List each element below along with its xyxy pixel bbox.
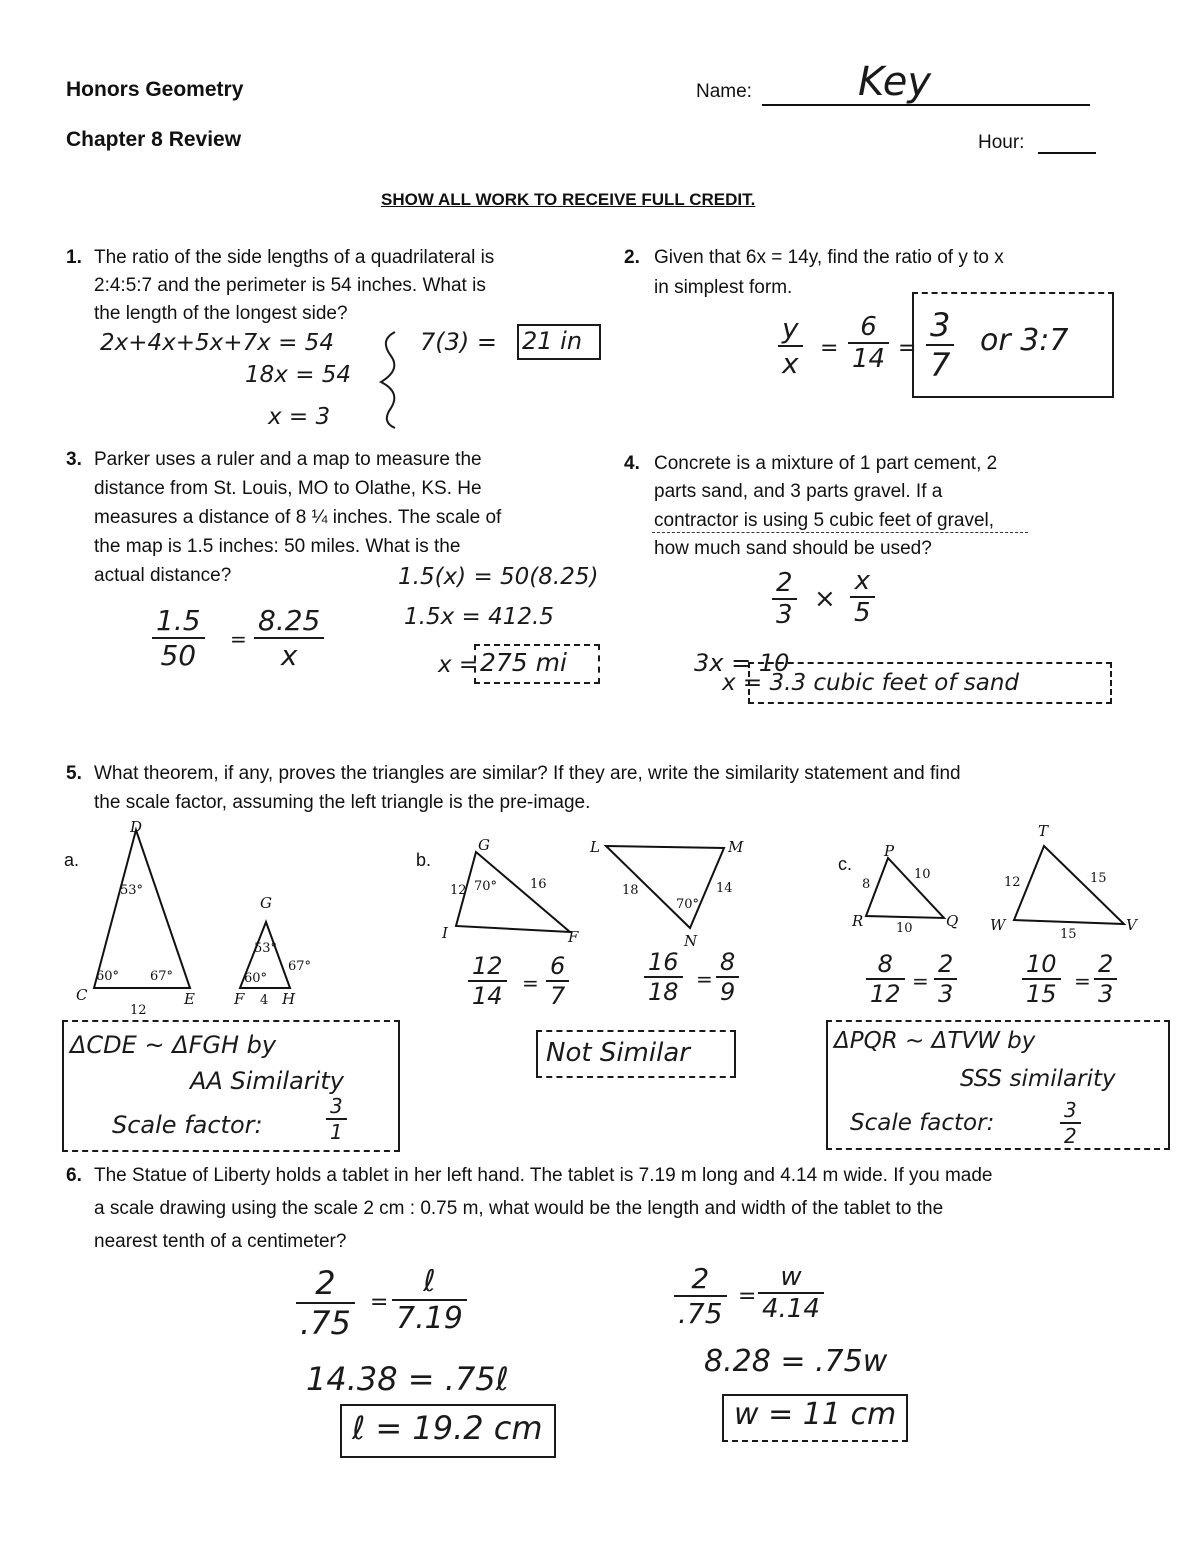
q5b-frac3-d: 18: [648, 978, 679, 1006]
q2-frac3-d: 7: [930, 346, 951, 384]
q5-line-2: the scale factor, assuming the left triangle is the pre-image.: [94, 792, 591, 813]
q6-left-frac2-d: 7.19: [396, 1301, 463, 1336]
q5b-angle: 70°: [474, 879, 498, 894]
q5a2-side: 4: [260, 993, 269, 1008]
chapter-title: Chapter 8 Review: [66, 128, 242, 151]
q6-left-frac2-n: ℓ: [392, 1264, 467, 1301]
q6-left-answer: ℓ = 19.2 cm: [352, 1409, 543, 1447]
q5b-vertex-3: F: [568, 928, 579, 946]
q5a2-vertex-3: H: [282, 990, 296, 1008]
q4-line-3: contractor is using 5 cubic feet of gravel,: [654, 510, 995, 531]
q3-work-1: 1.5(x) = 50(8.25): [398, 564, 599, 590]
q5a-scale: [326, 1094, 347, 1144]
q2-frac1-n: y: [778, 312, 803, 347]
q2-frac2-n: 6: [848, 312, 889, 344]
q5c-frac2-n: 2: [934, 950, 957, 980]
q5a-triangles: [70, 818, 350, 1018]
q5c2-side-3: 15: [1060, 927, 1077, 942]
q5c-triangle-twv: [1014, 846, 1124, 924]
q2-line-1: Given that 6x = 14y, find the ratio of y to x: [654, 247, 1004, 268]
q6-line-2: a scale drawing using the scale 2 cm : 0.75 m, what would be the length and width of the tablet to the: [94, 1198, 944, 1219]
q3-frac-8-25-x: [254, 604, 324, 672]
q5c-side-1: 8: [862, 877, 871, 892]
q2-frac-3-7: [926, 306, 954, 384]
q2-frac1-d: x: [782, 347, 799, 380]
q6-right-frac1: [674, 1262, 727, 1330]
q5a2-vertex-1: G: [260, 894, 272, 912]
q4-frac2-d: 5: [854, 598, 871, 628]
q5c-frac-2-3-b: [1094, 950, 1117, 1008]
q6-left-frac1-d: .75: [300, 1304, 351, 1342]
q5b-label: b.: [416, 850, 432, 870]
q6-right-frac1-d: .75: [678, 1297, 723, 1330]
q5c-vertex-2: R: [852, 912, 864, 930]
q5a-vertex-2: C: [76, 986, 88, 1004]
q5a-angle-1: 53°: [120, 883, 144, 898]
q3-answer-pre: x =: [438, 652, 479, 678]
q5b-equals-1: =: [522, 971, 539, 995]
q6-left-frac1-n: 2: [296, 1264, 355, 1304]
q3-line-4: the map is 1.5 inches: 50 miles. What is the: [94, 536, 461, 557]
q5a-triangle-cde: [94, 830, 190, 988]
q5b-frac1-d: 14: [472, 982, 503, 1010]
q2-line-2: in simplest form.: [654, 277, 793, 298]
q3-line-2: distance from St. Louis, MO to Olathe, KS. He: [94, 478, 482, 499]
q5b-equals-2: =: [696, 967, 713, 991]
q3-frac1-d: 50: [160, 639, 197, 672]
q6-right-frac2: [758, 1262, 824, 1324]
q5c-frac3-n: 10: [1022, 950, 1061, 980]
q4-line-4: how much sand should be used?: [654, 538, 932, 559]
q2-frac3-n: 3: [926, 306, 954, 346]
q4-frac-2-3: [772, 568, 797, 630]
q5b2-vertex-3: N: [684, 932, 698, 950]
q5b2-side-1: 18: [622, 883, 639, 898]
q6-line-1: The Statue of Liberty holds a tablet in her left hand. The tablet is 7.19 m long and 4.14 m wide. If you made: [94, 1165, 993, 1186]
q6-right-frac2-d: 4.14: [762, 1294, 820, 1324]
q5c-frac-10-15: [1022, 950, 1061, 1008]
q3-line-1: Parker uses a ruler and a map to measure the: [94, 449, 482, 470]
q1-line-1: The ratio of the side lengths of a quadrilateral is: [94, 247, 495, 268]
q5c-side-2: 10: [914, 867, 931, 882]
q5c-triangles: [852, 822, 1152, 942]
q4-answer: x = 3.3 cubic feet of sand: [722, 670, 1020, 696]
q5c-vertex-1: P: [884, 842, 895, 860]
q5c-scale: [1060, 1098, 1081, 1148]
q4-line-2: parts sand, and 3 parts gravel. If a: [654, 481, 943, 502]
q5b-frac1-n: 12: [468, 952, 507, 982]
q5b-frac2-n: 6: [546, 952, 569, 982]
q2-answer-alt: or 3:7: [980, 323, 1069, 358]
q1-answer: 21 in: [522, 327, 583, 355]
q5b-side-2: 16: [530, 877, 547, 892]
q6-left-work: 14.38 = .75ℓ: [306, 1360, 509, 1398]
q3-line-5: actual distance?: [94, 565, 232, 586]
q5c-frac4-n: 2: [1094, 950, 1117, 980]
q5c-frac1-n: 8: [866, 950, 905, 980]
q5a2-angle-1: 53°: [254, 941, 278, 956]
q5b-frac4-n: 8: [716, 948, 739, 978]
q4-frac1-n: 2: [772, 568, 797, 600]
q4-cross: ×: [814, 584, 836, 614]
q2-equals-1: =: [820, 336, 839, 361]
hour-label: Hour:: [978, 132, 1025, 153]
q3-frac1-n: 1.5: [152, 604, 205, 639]
instructions: SHOW ALL WORK TO RECEIVE FULL CREDIT.: [381, 190, 756, 209]
q5c-vertex-3: Q: [946, 912, 959, 930]
q5b-vertex-1: G: [478, 836, 490, 854]
q2-frac-y-x: [778, 312, 803, 380]
course-title: Honors Geometry: [66, 78, 244, 101]
q2-equals-2: =: [898, 336, 917, 361]
q5a-answer-1: ΔCDE ~ ΔFGH by: [70, 1031, 277, 1059]
q5c-equals-2: =: [1074, 969, 1091, 993]
q5a-vertex-1: D: [130, 818, 143, 836]
q6-right-frac2-n: w: [758, 1262, 824, 1294]
q4-number: 4.: [624, 453, 640, 474]
q4-frac-x-5: [850, 566, 875, 628]
q5c-frac-2-3-a: [934, 950, 957, 1008]
q5b2-vertex-2: M: [728, 838, 744, 856]
q5b-side-1: 12: [450, 883, 467, 898]
q5c-equals-1: =: [912, 969, 929, 993]
q5b-frac-16-18: [644, 948, 683, 1006]
q5a-angle-3: 67°: [150, 969, 174, 984]
q5a2-vertex-2: F: [234, 990, 245, 1008]
q5b-frac-12-14: [468, 952, 507, 1010]
q3-equals: =: [230, 627, 247, 651]
name-label: Name:: [696, 81, 752, 102]
q2-frac2-d: 14: [852, 344, 886, 374]
q3-work-2: 1.5x = 412.5: [404, 604, 554, 630]
name-value: Key: [858, 59, 932, 105]
q5a2-angle-2: 60°: [244, 971, 268, 986]
q5c2-side-2: 15: [1090, 871, 1107, 886]
q3-frac2-d: x: [280, 639, 298, 672]
q4-line-1: Concrete is a mixture of 1 part cement, 2: [654, 453, 998, 474]
q6-left-equals: =: [370, 1290, 389, 1315]
q1-work-1: 2x+4x+5x+7x = 54: [100, 330, 334, 356]
q3-line-3: measures a distance of 8 ¼ inches. The scale of: [94, 507, 502, 528]
q5c-side-3: 10: [896, 921, 913, 936]
q1-brace: [375, 330, 405, 430]
q5b-frac2-d: 7: [550, 982, 566, 1010]
q5a2-angle-3: 67°: [288, 959, 312, 974]
q4-underline: [652, 532, 1028, 533]
q6-right-frac1-n: 2: [674, 1262, 727, 1297]
q5c-frac-8-12: [866, 950, 905, 1008]
q5-line-1: What theorem, if any, proves the triangles are similar? If they are, write the similarity statement and find: [94, 763, 961, 784]
q5c-answer-3: Scale factor:: [850, 1110, 995, 1136]
q5a-scale-d: 1: [330, 1120, 343, 1144]
q5b-frac-8-9: [716, 948, 739, 1006]
q1-line-2: 2:4:5:7 and the perimeter is 54 inches. What is: [94, 275, 486, 296]
q5b-frac3-n: 16: [644, 948, 683, 978]
q5b-triangles: [434, 834, 774, 950]
q5b-frac-6-7: [546, 952, 569, 1010]
q5a-answer-3: Scale factor:: [112, 1111, 263, 1139]
q5c-answer-2: SSS similarity: [960, 1066, 1116, 1092]
q5a-answer-2: AA Similarity: [190, 1067, 344, 1095]
q6-left-frac1: [296, 1264, 355, 1342]
q5b2-angle: 70°: [676, 897, 700, 912]
q3-answer: 275 mi: [480, 648, 567, 677]
q5c2-vertex-2: W: [990, 916, 1006, 934]
q5c-label: c.: [838, 854, 853, 874]
q1-line-3: the length of the longest side?: [94, 303, 348, 324]
q5c-triangle-pqr: [866, 858, 944, 918]
q5c-scale-d: 2: [1064, 1124, 1077, 1148]
q5b2-vertex-1: L: [590, 838, 600, 856]
q5c2-vertex-1: T: [1038, 822, 1049, 840]
q5b-frac4-d: 9: [720, 978, 736, 1006]
q5b2-side-2: 14: [716, 881, 733, 896]
q3-number: 3.: [66, 449, 82, 470]
q4-frac1-d: 3: [776, 600, 793, 630]
q5c-frac2-d: 3: [938, 980, 954, 1008]
q3-frac2-n: 8.25: [254, 604, 324, 639]
q5a-side: 12: [130, 1003, 147, 1018]
q5c2-side-1: 12: [1004, 875, 1021, 890]
q6-right-equals: =: [738, 1284, 757, 1309]
q4-work-1: 3x = 10: [694, 649, 790, 677]
q5b-answer: Not Similar: [546, 1038, 690, 1068]
q5a-scale-n: 3: [326, 1094, 347, 1120]
hour-line: [1038, 152, 1096, 154]
q2-number: 2.: [624, 247, 640, 268]
q5c-answer-1: ΔPQR ~ ΔTVW by: [834, 1028, 1036, 1054]
q5c-scale-n: 3: [1060, 1098, 1081, 1124]
q6-number: 6.: [66, 1165, 82, 1186]
q5-number: 5.: [66, 763, 82, 784]
q1-work-3: x = 3: [268, 404, 331, 430]
q5a-label: a.: [64, 850, 80, 870]
q5c-frac4-d: 3: [1098, 980, 1114, 1008]
q4-frac2-n: x: [850, 566, 875, 598]
q5c-frac3-d: 15: [1026, 980, 1057, 1008]
q6-right-work: 8.28 = .75w: [704, 1344, 888, 1379]
q6-line-3: nearest tenth of a centimeter?: [94, 1231, 347, 1252]
q5c2-vertex-3: V: [1126, 916, 1137, 934]
q1-number: 1.: [66, 247, 82, 268]
q5c-frac1-d: 12: [870, 980, 901, 1008]
q5b-vertex-2: I: [442, 924, 448, 942]
q6-left-frac2: [392, 1264, 467, 1336]
q2-frac-6-14: [848, 312, 889, 374]
q5a-vertex-3: E: [184, 990, 195, 1008]
q6-right-answer: w = 11 cm: [734, 1397, 897, 1432]
q1-answer-pre: 7(3) =: [420, 328, 498, 356]
q5a-angle-2: 60°: [96, 969, 120, 984]
q1-work-2: 18x = 54: [245, 362, 352, 388]
q3-frac-1-5-50: [152, 604, 205, 672]
